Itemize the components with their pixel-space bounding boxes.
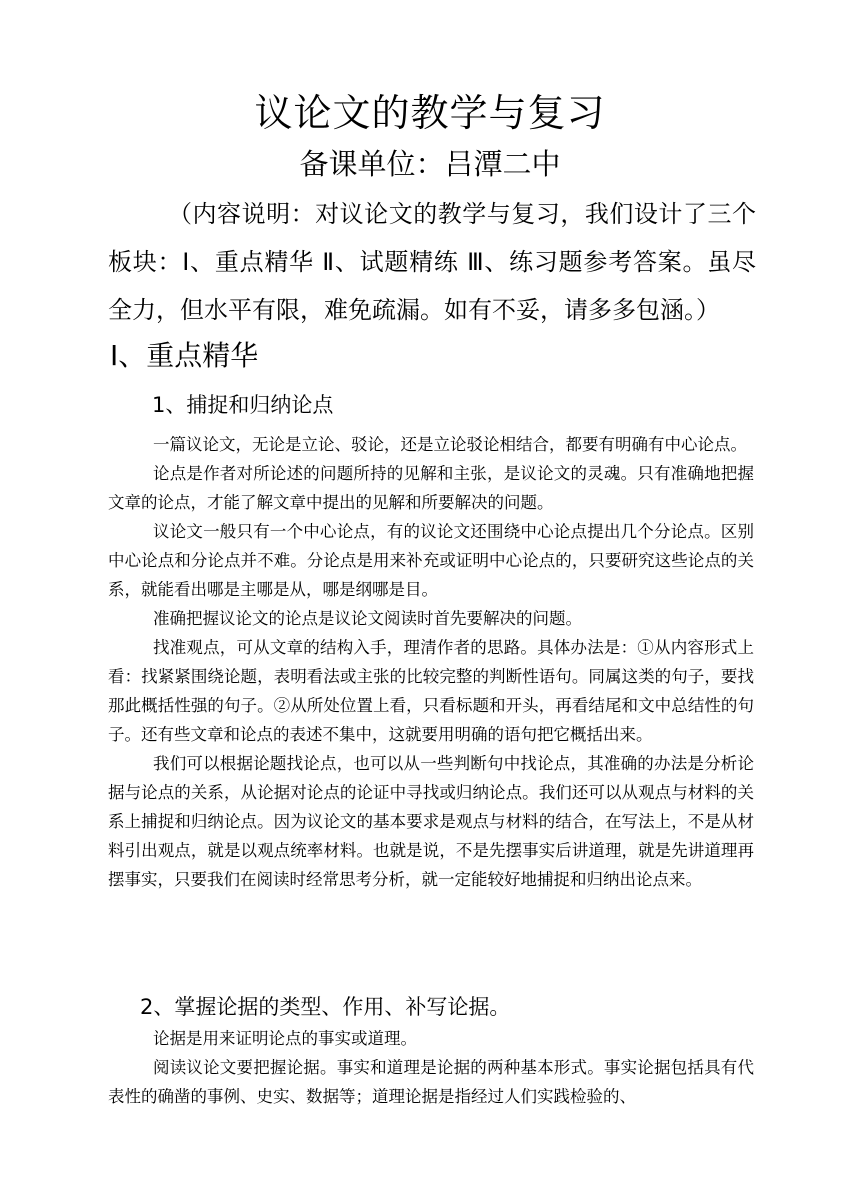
- subsection-heading-2: 2、掌握论据的类型、作用、补写论据。: [140, 995, 511, 1019]
- body-paragraph: 论点是作者对所论述的问题所持的见解和主张，是议论文的灵魂。只有准确地把握文章的论点，才能了解文章中提出的见解和所要解决的问题。: [108, 464, 754, 512]
- document-subtitle: 备课单位：吕潭二中: [299, 147, 561, 181]
- body-paragraph: 我们可以根据论题找论点，也可以从一些判断句中找论点，其准确的办法是分析论据与论点的关系，从论据对论点的论证中寻找或归纳论点。我们还可以从观点与材料的关系上捕捉和归纳论点。因为议论文的基本要求是观点与材料的结合，在写法上，不是从材料引出观点，就是以观点统率材料。也就是说，不是先摆事实后讲道理，就是先讲道理再摆事实，只要我们在阅读时经常思考分析，就一定能较好地捕捉和归纳出论点来。: [108, 754, 754, 889]
- document-title: 议论文的教学与复习: [254, 91, 606, 135]
- subsection-body-1: [108, 430, 754, 894]
- section-heading: Ⅰ、重点精华: [110, 339, 259, 372]
- body-paragraph: 一篇议论文，无论是立论、驳论，还是立论驳论相结合，都要有明确有中心论点。: [153, 435, 747, 454]
- body-paragraph: 准确把握议论文的论点是议论文阅读时首先要解决的问题。: [153, 609, 582, 628]
- body-paragraph: 阅读议论文要把握论据。事实和道理是论据的两种基本形式。事实论据包括具有代表性的确凿的事例、史实、数据等；道理论据是指经过人们实践检验的、: [108, 1058, 754, 1106]
- subsection-body-2: [108, 1024, 754, 1111]
- body-paragraph: 议论文一般只有一个中心论点，有的议论文还围绕中心论点提出几个分论点。区别中心论点和分论点并不难。分论点是用来补充或证明中心论点的，只要研究这些论点的关系，就能看出哪是主哪是从，哪是纲哪是目。: [108, 522, 754, 599]
- body-paragraph: 论据是用来证明论点的事实或道理。: [153, 1029, 417, 1048]
- subsection-heading-1: 1、捕捉和归纳论点: [152, 393, 334, 417]
- intro-paragraph: （内容说明：对议论文的教学与复习，我们设计了三个板块：Ⅰ、重点精华 Ⅱ、试题精练 Ⅲ、练习题参考答案。虽尽全力，但水平有限，难免疏漏。如有不妥，请多多包涵。）: [108, 200, 756, 324]
- body-paragraph: 找准观点，可从文章的结构入手，理清作者的思路。具体办法是：①从内容形式上看：找紧紧围绕论题，表明看法或主张的比较完整的判断性语句。同属这类的句子，要找那此概括性强的句子。②从所处位置上看，只看标题和开头，再看结尾和文中总结性的句子。还有些文章和论点的表述不集中，这就要用明确的语句把它概括出来。: [108, 638, 754, 744]
